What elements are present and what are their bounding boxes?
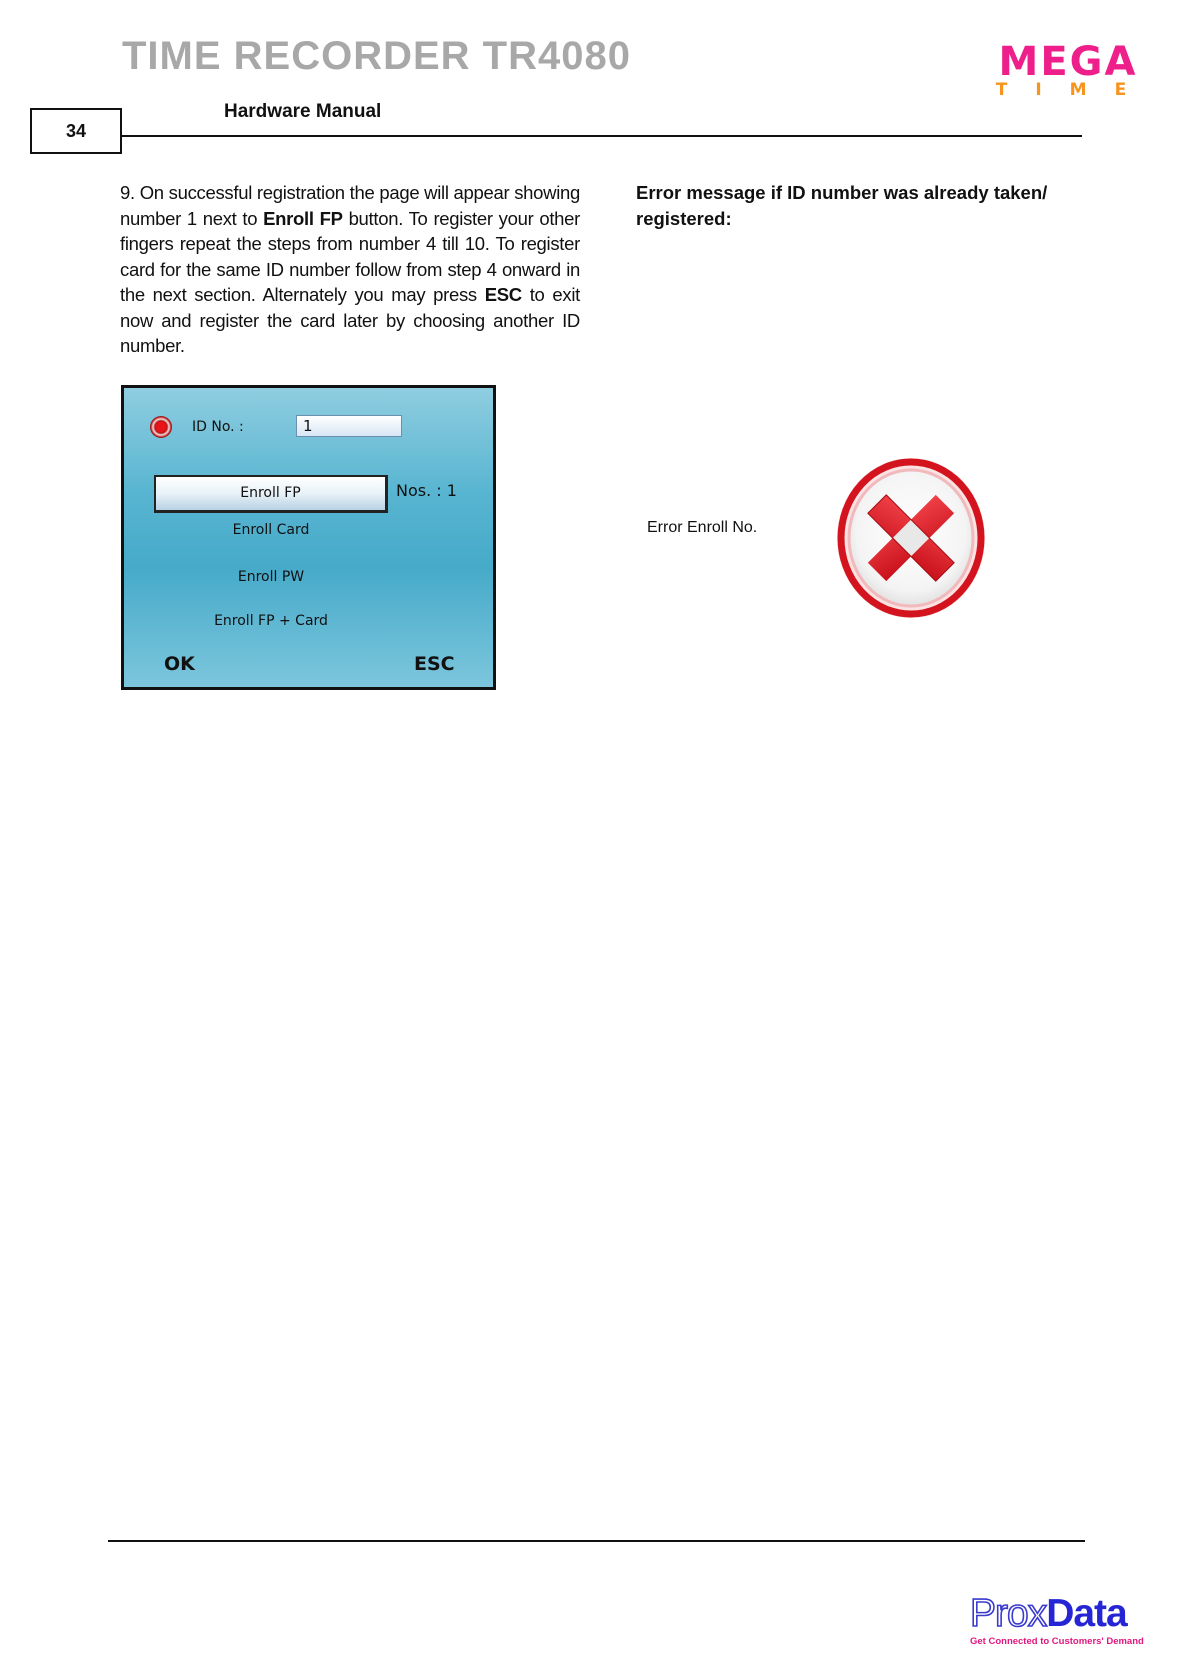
mega-time-logo [970,39,1166,100]
instruction-bold-esc: ESC [484,284,522,305]
enroll-card-button[interactable]: Enroll Card [232,522,310,538]
id-number-field[interactable]: 1 [296,415,402,437]
error-enroll-label: Error Enroll No. [647,519,758,536]
error-heading: Error message if ID number was already taken/ registered: [636,182,1048,229]
ok-button[interactable]: OK [164,653,195,675]
device-screen-enroll-menu [121,385,496,690]
page-number: 34 [65,120,87,141]
proxdata-logo [970,1594,1160,1647]
enroll-pw-button[interactable]: Enroll PW [237,569,305,585]
footer-divider [108,1540,1085,1542]
enroll-fp-card-button[interactable]: Enroll FP + Card [214,613,328,629]
instruction-bold-enroll-fp: Enroll FP [263,207,343,229]
enroll-fp-button[interactable]: Enroll FP [154,475,388,513]
section-subtitle: Hardware Manual [224,101,382,122]
page-number-box [30,108,122,154]
radio-indicator-icon[interactable] [150,416,172,438]
instruction-text-2: button. To register your other fingers repeat the steps from number 4 till 10. To register card for the same ID number follow from step 4 onward in the next section. Alternately you may press [120,207,580,305]
esc-button[interactable]: ESC [414,653,455,675]
logo-mega-text: MEGA [998,39,1138,85]
id-number-label: ID No. : [192,419,244,435]
proxdata-data-text: Data [1046,1592,1127,1635]
error-x-icon [832,452,990,624]
logo-time-text: TIME [995,80,1155,100]
instruction-text-3: to exit now and register the card later by choosing another ID number. [120,284,580,356]
proxdata-tagline: Get Connected to Customers' Demand [970,1636,1144,1647]
instruction-paragraph [120,180,580,359]
proxdata-prox-text: Prox [970,1592,1047,1635]
header-divider [122,135,1082,137]
proxdata-name [970,1594,1160,1634]
document-title: TIME RECORDER TR4080 [122,34,631,78]
instruction-text-1: 9. On successful registration the page will appear showing number 1 next to [120,182,580,229]
fingerprint-count: Nos. : 1 [396,481,457,500]
